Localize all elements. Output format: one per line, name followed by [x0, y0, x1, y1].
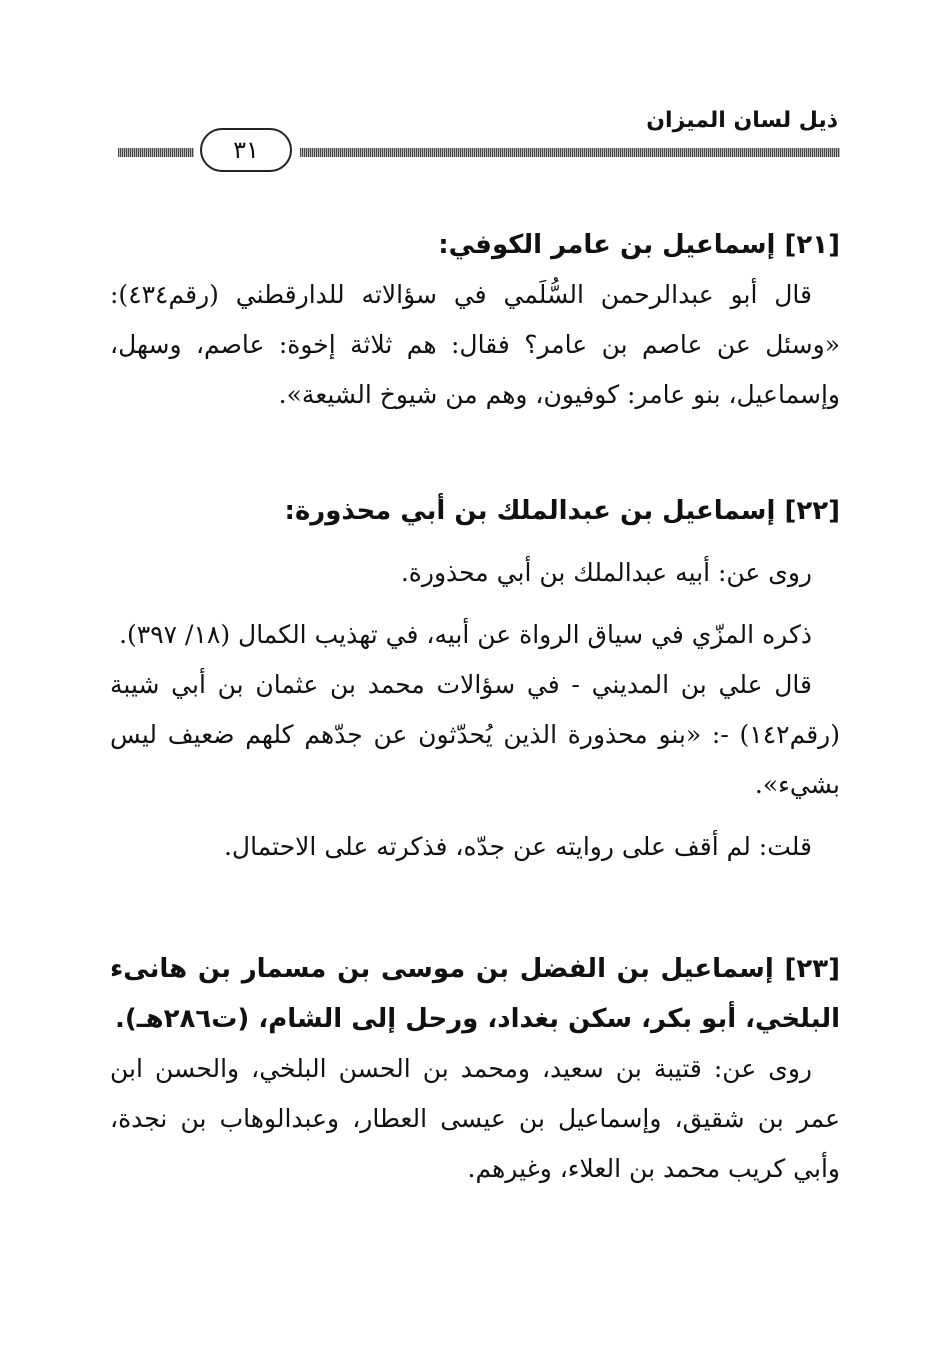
page-number: ٣١ — [200, 128, 292, 172]
entry-22 — [110, 486, 840, 872]
header-rule-right — [300, 148, 840, 157]
entry-paragraph: قال أبو عبدالرحمن السُّلَمي في سؤالاته للدارقطني (رقم٤٣٤): «وسئل عن عاصم بن عامر؟ فقال: هم ثلاثة إخوة: عاصم، وسهل، وإسماعيل، بنو عامر: كوفيون، وهم من شيوخ الشيعة». — [110, 280, 840, 409]
entry-21 — [110, 220, 840, 420]
entry-paragraph: قلت: لم أقف على روايته عن جدّه، فذكرته على الاحتمال. — [223, 832, 812, 861]
entry-23 — [110, 944, 840, 1194]
entry-title: [٢١] إسماعيل بن عامر الكوفي: — [438, 230, 840, 260]
book-title: ذيل لسان الميزان — [646, 108, 838, 133]
header-rule-left — [118, 148, 194, 157]
entry-paragraph: روى عن: قتيبة بن سعيد، ومحمد بن الحسن البلخي، والحسن ابن عمر بن شقيق، وإسماعيل بن عيسى العطار، وعبدالوهاب بن نجدة، وأبي كريب محمد بن العلاء، وغيرهم. — [110, 1054, 840, 1183]
entry-paragraph: روى عن: أبيه عبدالملك بن أبي محذورة. — [400, 558, 812, 587]
entry-title: [٢٣] إسماعيل بن الفضل بن موسى بن مسمار بن هانىء البلخي، أبو بكر، سكن بغداد، ورحل إلى الشام، (ت٢٨٦هـ). — [110, 954, 840, 1034]
entry-title: [٢٢] إسماعيل بن عبدالملك بن أبي محذورة: — [284, 496, 840, 526]
page-content — [110, 220, 840, 1194]
entry-paragraph: ذكره المزّي في سياق الرواة عن أبيه، في تهذيب الكمال (١٨/ ٣٩٧). — [119, 620, 812, 649]
entry-paragraph: قال علي بن المديني - في سؤالات محمد بن عثمان بن أبي شيبة (رقم١٤٢) -: «بنو محذورة الذين يُحدّثون عن جدّهم كلهم ضعيف ليس بشيء». — [110, 670, 840, 799]
